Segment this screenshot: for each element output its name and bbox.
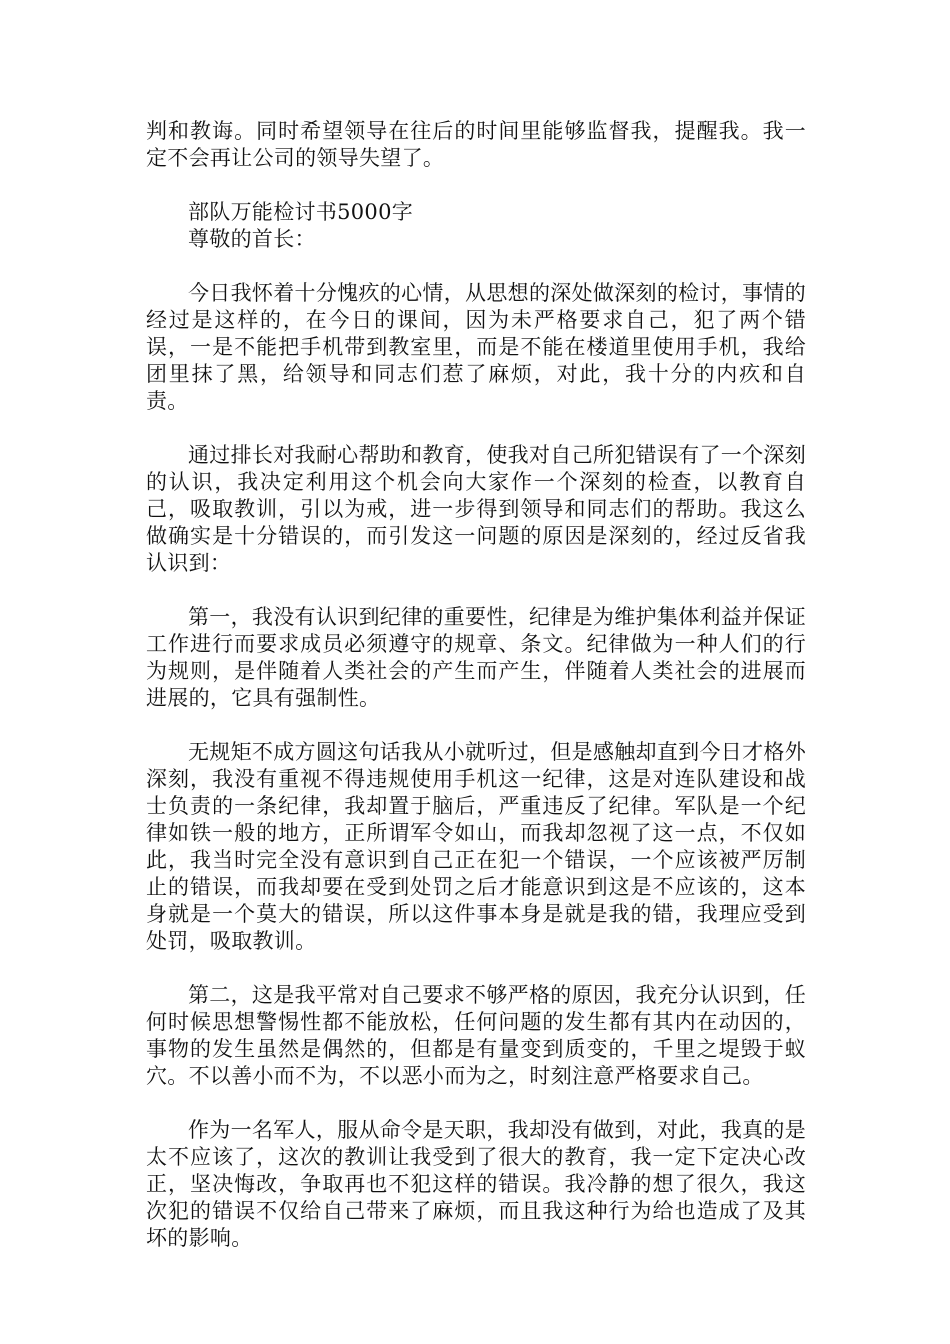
paragraph-2: 通过排长对我耐心帮助和教育，使我对自己所犯错误有了一个深刻的认识，我决定利用这个机会向大家作一个深刻的检查，以教育自己，吸取教训，引以为戒，进一步得到领导和同志们的帮助。我这么做确实是十分错误的，而引发这一问题的原因是深刻的，经过反省我认识到： (146, 443, 806, 575)
salutation: 尊敬的首长： (188, 227, 316, 251)
paragraph-1: 今日我怀着十分愧疚的心情，从思想的深处做深刻的检讨，事情的经过是这样的，在今日的课间，因为未严格要求自己，犯了两个错误，一是不能把手机带到教室里，而是不能在楼道里使用手机，我给团里抹了黑，给领导和同志们惹了麻烦，对此，我十分的内疚和自责。 (146, 281, 806, 413)
continuation-paragraph: 判和教诲。同时希望领导在往后的时间里能够监督我，提醒我。我一定不会再让公司的领导失望了。 (146, 119, 806, 170)
document-body (146, 118, 806, 1252)
paragraph-3: 第一，我没有认识到纪律的重要性，纪律是为维护集体利益并保证工作进行而要求成员必须遵守的规章、条文。纪律做为一种人们的行为规则，是伴随着人类社会的产生而产生，伴随着人类社会的进展而进展的，它具有强制性。 (146, 605, 806, 710)
paragraph-5: 第二，这是我平常对自己要求不够严格的原因，我充分认识到，任何时候思想警惕性都不能放松，任何问题的发生都有其内在动因的，事物的发生虽然是偶然的，但都是有量变到质变的，千里之堤毁于蚁穴。不以善小而不为，不以恶小而为之，时刻注意严格要求自己。 (146, 983, 806, 1088)
document-title: 部队万能检讨书5000字 (188, 200, 414, 224)
paragraph-6: 作为一名军人，服从命令是天职，我却没有做到，对此，我真的是太不应该了，这次的教训让我受到了很大的教育，我一定下定决心改正，坚决悔改，争取再也不犯这样的错误。我冷静的想了很久，我这次犯的错误不仅给自己带来了麻烦，而且我这种行为给也造成了及其坏的影响。 (146, 1118, 806, 1250)
paragraph-4: 无规矩不成方圆这句话我从小就听过，但是感触却直到今日才格外深刻，我没有重视不得违规使用手机这一纪律，这是对连队建设和战士负责的一条纪律，我却置于脑后，严重违反了纪律。军队是一个纪律如铁一般的地方，正所谓军令如山，而我却忽视了这一点，不仅如此，我当时完全没有意识到自己正在犯一个错误，一个应该被严厉制止的错误，而我却要在受到处罚之后才能意识到这是不应该的，这本身就是一个莫大的错误，所以这件事本身是就是我的错，我理应受到处罚，吸取教训。 (146, 740, 806, 953)
